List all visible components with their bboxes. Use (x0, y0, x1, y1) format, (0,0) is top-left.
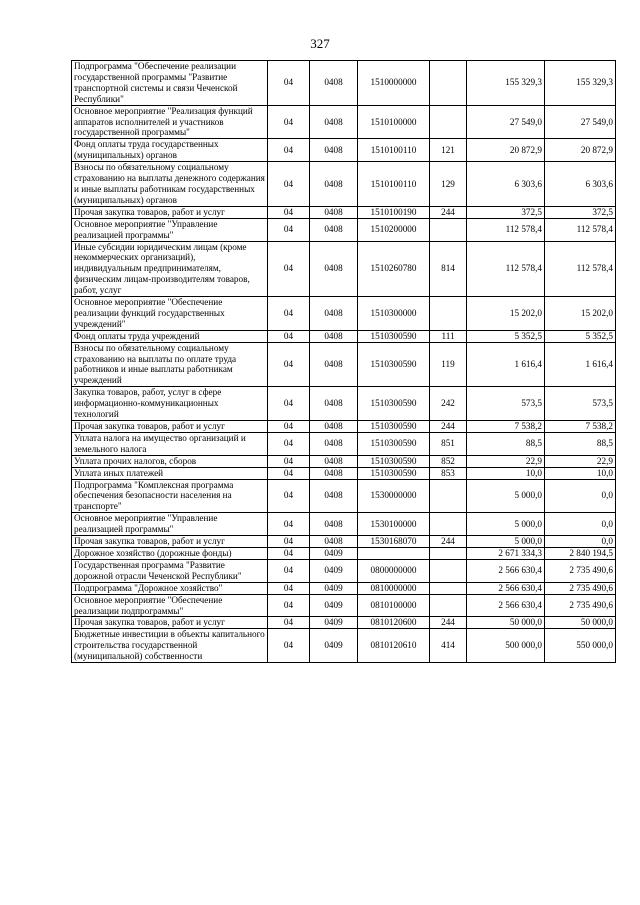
row-amount-year1-cell: 22,9 (467, 455, 545, 467)
row-amount-year1-cell: 5 000,0 (467, 536, 545, 548)
row-amount-year2-cell: 27 549,0 (545, 105, 616, 139)
row-expense-type-cell: 121 (430, 139, 467, 162)
row-amount-year1-cell: 10,0 (467, 467, 545, 479)
row-target-article-cell: 1530100000 (358, 513, 430, 536)
row-name-cell: Дорожное хозяйство (дорожные фонды) (72, 547, 268, 559)
row-amount-year1-cell: 88,5 (467, 432, 545, 455)
row-amount-year1-cell: 500 000,0 (467, 629, 545, 663)
row-section-cell: 04 (268, 467, 310, 479)
row-amount-year2-cell: 0,0 (545, 513, 616, 536)
row-name-cell: Уплата прочих налогов, сборов (72, 455, 268, 467)
row-section-cell: 04 (268, 559, 310, 582)
row-target-article-cell: 1510260780 (358, 241, 430, 297)
row-amount-year2-cell: 2 735 490,6 (545, 594, 616, 617)
table-row (72, 617, 616, 629)
table-row (72, 421, 616, 433)
row-section-cell: 04 (268, 536, 310, 548)
row-section-cell: 04 (268, 547, 310, 559)
row-subsection-cell: 0408 (310, 330, 358, 342)
row-section-cell: 04 (268, 432, 310, 455)
row-name-cell: Бюджетные инвестиции в объекты капитального строительства государственной (муниципальной) собственности (72, 629, 268, 663)
row-name-cell: Уплата иных платежей (72, 467, 268, 479)
row-expense-type-cell: 414 (430, 629, 467, 663)
row-target-article-cell: 1510200000 (358, 218, 430, 241)
row-subsection-cell: 0408 (310, 387, 358, 421)
row-subsection-cell: 0409 (310, 629, 358, 663)
row-expense-type-cell: 119 (430, 342, 467, 387)
row-amount-year1-cell: 155 329,3 (467, 61, 545, 106)
row-subsection-cell: 0408 (310, 479, 358, 513)
row-amount-year1-cell: 5 000,0 (467, 513, 545, 536)
row-amount-year1-cell: 573,5 (467, 387, 545, 421)
row-name-cell: Основное мероприятие "Обеспечение реализации подпрограммы" (72, 594, 268, 617)
row-target-article-cell: 0810100000 (358, 594, 430, 617)
row-name-cell: Фонд оплаты труда учреждений (72, 330, 268, 342)
row-amount-year2-cell: 88,5 (545, 432, 616, 455)
row-amount-year2-cell: 5 352,5 (545, 330, 616, 342)
row-amount-year1-cell: 2 671 334,3 (467, 547, 545, 559)
row-expense-type-cell (430, 513, 467, 536)
row-expense-type-cell: 814 (430, 241, 467, 297)
row-target-article-cell (358, 547, 430, 559)
table-row (72, 479, 616, 513)
row-amount-year2-cell: 7 538,2 (545, 421, 616, 433)
row-amount-year1-cell: 1 616,4 (467, 342, 545, 387)
row-amount-year1-cell: 6 303,6 (467, 162, 545, 207)
table-row (72, 61, 616, 106)
row-amount-year2-cell: 22,9 (545, 455, 616, 467)
row-subsection-cell: 0408 (310, 61, 358, 106)
row-subsection-cell: 0409 (310, 559, 358, 582)
row-expense-type-cell (430, 559, 467, 582)
row-section-cell: 04 (268, 617, 310, 629)
row-section-cell: 04 (268, 105, 310, 139)
table-row (72, 297, 616, 331)
table-row (72, 513, 616, 536)
row-amount-year2-cell: 10,0 (545, 467, 616, 479)
row-target-article-cell: 1510300590 (358, 421, 430, 433)
row-amount-year2-cell: 112 578,4 (545, 218, 616, 241)
row-amount-year2-cell: 0,0 (545, 479, 616, 513)
row-subsection-cell: 0408 (310, 139, 358, 162)
row-amount-year2-cell: 2 840 194,5 (545, 547, 616, 559)
row-name-cell: Фонд оплаты труда государственных (муниципальных) органов (72, 139, 268, 162)
row-section-cell: 04 (268, 330, 310, 342)
row-amount-year1-cell: 112 578,4 (467, 218, 545, 241)
row-expense-type-cell (430, 105, 467, 139)
row-expense-type-cell: 851 (430, 432, 467, 455)
row-subsection-cell: 0408 (310, 342, 358, 387)
budget-table (71, 60, 616, 663)
row-expense-type-cell: 244 (430, 617, 467, 629)
row-expense-type-cell (430, 594, 467, 617)
row-subsection-cell: 0408 (310, 105, 358, 139)
row-name-cell: Прочая закупка товаров, работ и услуг (72, 536, 268, 548)
budget-table-body (72, 61, 616, 663)
row-target-article-cell: 1510100190 (358, 206, 430, 218)
row-amount-year2-cell: 372,5 (545, 206, 616, 218)
row-name-cell: Взносы по обязательному социальному страхованию на выплаты по оплате труда работников и иные выплаты работникам учреждений (72, 342, 268, 387)
table-row (72, 432, 616, 455)
row-target-article-cell: 0810000000 (358, 582, 430, 594)
row-name-cell: Подпрограмма "Обеспечение реализации государственной программы "Развитие транспортной системы и связи Чеченской Республики" (72, 61, 268, 106)
row-expense-type-cell (430, 582, 467, 594)
row-name-cell: Подпрограмма "Комплексная программа обеспечения безопасности населения на транспорте" (72, 479, 268, 513)
table-row (72, 455, 616, 467)
row-name-cell: Иные субсидии юридическим лицам (кроме некоммерческих организаций), индивидуальным предпринимателям, физическим лицам-производителям товаров, работ, услуг (72, 241, 268, 297)
row-name-cell: Государственная программа "Развитие дорожной отрасли Чеченской Республики" (72, 559, 268, 582)
row-section-cell: 04 (268, 139, 310, 162)
table-row (72, 162, 616, 207)
table-row (72, 629, 616, 663)
row-subsection-cell: 0408 (310, 241, 358, 297)
row-expense-type-cell: 244 (430, 206, 467, 218)
row-expense-type-cell: 853 (430, 467, 467, 479)
row-expense-type-cell: 852 (430, 455, 467, 467)
row-amount-year1-cell: 50 000,0 (467, 617, 545, 629)
row-expense-type-cell (430, 297, 467, 331)
row-amount-year1-cell: 2 566 630,4 (467, 559, 545, 582)
row-section-cell: 04 (268, 387, 310, 421)
row-amount-year1-cell: 5 352,5 (467, 330, 545, 342)
table-row (72, 330, 616, 342)
row-amount-year2-cell: 1 616,4 (545, 342, 616, 387)
row-name-cell: Подпрограмма "Дорожное хозяйство" (72, 582, 268, 594)
row-section-cell: 04 (268, 455, 310, 467)
row-section-cell: 04 (268, 582, 310, 594)
table-row (72, 342, 616, 387)
table-row (72, 105, 616, 139)
row-target-article-cell: 1530168070 (358, 536, 430, 548)
row-section-cell: 04 (268, 342, 310, 387)
row-expense-type-cell (430, 218, 467, 241)
row-section-cell: 04 (268, 594, 310, 617)
table-row (72, 241, 616, 297)
row-target-article-cell: 0800000000 (358, 559, 430, 582)
row-subsection-cell: 0408 (310, 297, 358, 331)
row-amount-year1-cell: 15 202,0 (467, 297, 545, 331)
row-amount-year2-cell: 2 735 490,6 (545, 559, 616, 582)
row-target-article-cell: 1510300000 (358, 297, 430, 331)
row-name-cell: Основное мероприятие "Управление реализацией программы" (72, 513, 268, 536)
table-row (72, 594, 616, 617)
row-section-cell: 04 (268, 629, 310, 663)
row-target-article-cell: 1510000000 (358, 61, 430, 106)
table-row (72, 467, 616, 479)
row-name-cell: Взносы по обязательному социальному страхованию на выплаты денежного содержания и иные выплаты работникам государственных (муниципальных) органов (72, 162, 268, 207)
table-row (72, 139, 616, 162)
row-section-cell: 04 (268, 206, 310, 218)
row-target-article-cell: 1510100110 (358, 162, 430, 207)
row-amount-year2-cell: 550 000,0 (545, 629, 616, 663)
row-subsection-cell: 0409 (310, 594, 358, 617)
table-row (72, 387, 616, 421)
table-row (72, 582, 616, 594)
table-row (72, 206, 616, 218)
row-subsection-cell: 0409 (310, 617, 358, 629)
row-section-cell: 04 (268, 479, 310, 513)
row-subsection-cell: 0409 (310, 547, 358, 559)
row-expense-type-cell: 242 (430, 387, 467, 421)
row-target-article-cell: 1510100110 (358, 139, 430, 162)
row-subsection-cell: 0408 (310, 218, 358, 241)
row-expense-type-cell: 244 (430, 421, 467, 433)
row-target-article-cell: 1510300590 (358, 342, 430, 387)
row-target-article-cell: 1510300590 (358, 330, 430, 342)
row-expense-type-cell (430, 479, 467, 513)
table-row (72, 536, 616, 548)
row-amount-year2-cell: 2 735 490,6 (545, 582, 616, 594)
row-amount-year2-cell: 20 872,9 (545, 139, 616, 162)
row-name-cell: Прочая закупка товаров, работ и услуг (72, 421, 268, 433)
row-amount-year2-cell: 155 329,3 (545, 61, 616, 106)
row-target-article-cell: 1510300590 (358, 387, 430, 421)
row-amount-year2-cell: 0,0 (545, 536, 616, 548)
row-name-cell: Уплата налога на имущество организаций и земельного налога (72, 432, 268, 455)
row-subsection-cell: 0408 (310, 432, 358, 455)
row-section-cell: 04 (268, 513, 310, 536)
row-target-article-cell: 1530000000 (358, 479, 430, 513)
row-section-cell: 04 (268, 421, 310, 433)
row-subsection-cell: 0408 (310, 162, 358, 207)
row-amount-year1-cell: 27 549,0 (467, 105, 545, 139)
row-amount-year2-cell: 50 000,0 (545, 617, 616, 629)
table-row (72, 218, 616, 241)
row-expense-type-cell: 129 (430, 162, 467, 207)
row-expense-type-cell: 111 (430, 330, 467, 342)
page-number: 327 (310, 36, 330, 51)
row-amount-year1-cell: 112 578,4 (467, 241, 545, 297)
row-target-article-cell: 0810120610 (358, 629, 430, 663)
row-section-cell: 04 (268, 297, 310, 331)
row-target-article-cell: 0810120600 (358, 617, 430, 629)
row-target-article-cell: 1510300590 (358, 455, 430, 467)
row-name-cell: Основное мероприятие "Реализация функций аппаратов исполнителей и участников государственной программы" (72, 105, 268, 139)
row-name-cell: Прочая закупка товаров, работ и услуг (72, 617, 268, 629)
row-section-cell: 04 (268, 218, 310, 241)
row-amount-year1-cell: 5 000,0 (467, 479, 545, 513)
row-subsection-cell: 0408 (310, 536, 358, 548)
row-name-cell: Основное мероприятие "Управление реализацией программы" (72, 218, 268, 241)
row-amount-year2-cell: 573,5 (545, 387, 616, 421)
row-subsection-cell: 0408 (310, 455, 358, 467)
row-name-cell: Закупка товаров, работ, услуг в сфере информационно-коммуникационных технологий (72, 387, 268, 421)
row-name-cell: Основное мероприятие "Обеспечение реализации функций государственных учреждений" (72, 297, 268, 331)
row-expense-type-cell: 244 (430, 536, 467, 548)
row-target-article-cell: 1510300590 (358, 467, 430, 479)
row-amount-year2-cell: 15 202,0 (545, 297, 616, 331)
row-expense-type-cell (430, 547, 467, 559)
row-amount-year2-cell: 6 303,6 (545, 162, 616, 207)
row-amount-year1-cell: 7 538,2 (467, 421, 545, 433)
row-subsection-cell: 0408 (310, 206, 358, 218)
row-amount-year2-cell: 112 578,4 (545, 241, 616, 297)
row-section-cell: 04 (268, 61, 310, 106)
row-amount-year1-cell: 2 566 630,4 (467, 594, 545, 617)
table-row (72, 547, 616, 559)
row-amount-year1-cell: 2 566 630,4 (467, 582, 545, 594)
row-amount-year1-cell: 20 872,9 (467, 139, 545, 162)
row-expense-type-cell (430, 61, 467, 106)
row-subsection-cell: 0408 (310, 513, 358, 536)
row-subsection-cell: 0408 (310, 421, 358, 433)
row-subsection-cell: 0408 (310, 467, 358, 479)
row-section-cell: 04 (268, 241, 310, 297)
row-amount-year1-cell: 372,5 (467, 206, 545, 218)
row-target-article-cell: 1510100000 (358, 105, 430, 139)
row-name-cell: Прочая закупка товаров, работ и услуг (72, 206, 268, 218)
table-row (72, 559, 616, 582)
row-section-cell: 04 (268, 162, 310, 207)
row-target-article-cell: 1510300590 (358, 432, 430, 455)
row-subsection-cell: 0409 (310, 582, 358, 594)
